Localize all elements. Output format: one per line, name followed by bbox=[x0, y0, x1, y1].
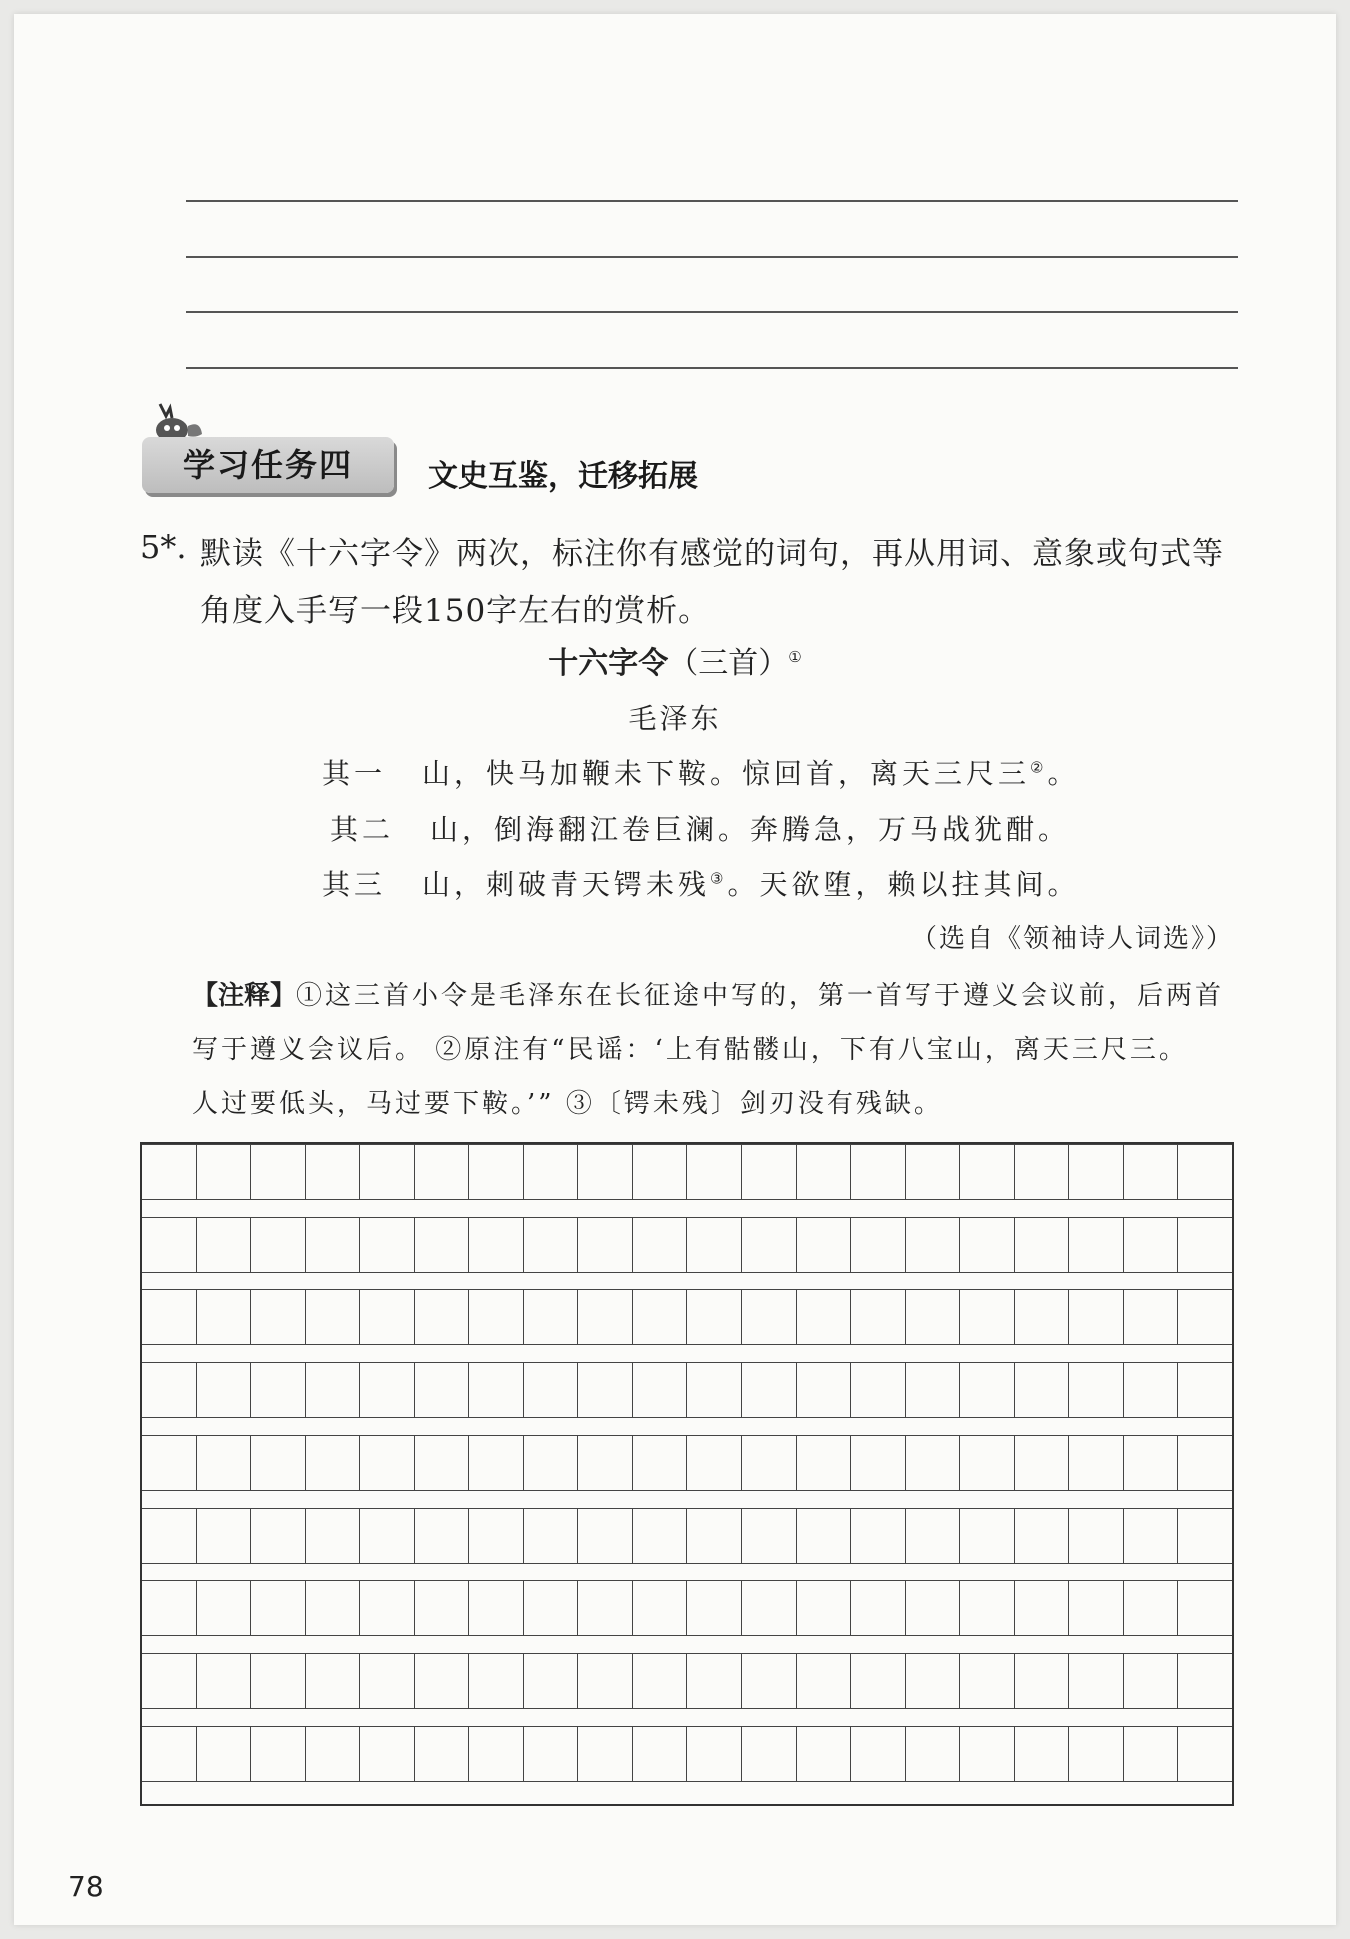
grid-cell[interactable] bbox=[197, 1363, 252, 1417]
grid-cell[interactable] bbox=[1015, 1218, 1070, 1272]
grid-cell[interactable] bbox=[251, 1436, 306, 1490]
grid-cell[interactable] bbox=[851, 1218, 906, 1272]
notes-line-2: 写于遵义会议后。 ②原注有“民谣：‘上有骷髅山，下有八宝山，离天三尺三。 bbox=[192, 1035, 1188, 1065]
notes-line-1 bbox=[192, 975, 1224, 1012]
grid-cell[interactable] bbox=[687, 1509, 742, 1563]
grid-cell[interactable] bbox=[797, 1363, 852, 1417]
grid-cell[interactable] bbox=[960, 1509, 1015, 1563]
grid-cell[interactable] bbox=[960, 1654, 1015, 1708]
grid-cell[interactable] bbox=[524, 1436, 579, 1490]
grid-cell[interactable] bbox=[415, 1436, 470, 1490]
grid-cell[interactable] bbox=[197, 1727, 252, 1781]
grid-cell[interactable] bbox=[633, 1145, 688, 1199]
grid-cell[interactable] bbox=[1015, 1654, 1070, 1708]
stanza-label: 其一 bbox=[322, 757, 387, 790]
grid-cell[interactable] bbox=[415, 1218, 470, 1272]
grid-cell[interactable] bbox=[469, 1727, 524, 1781]
grid-cell[interactable] bbox=[524, 1145, 579, 1199]
grid-cell[interactable] bbox=[633, 1363, 688, 1417]
grid-cell[interactable] bbox=[687, 1218, 742, 1272]
grid-cell[interactable] bbox=[578, 1363, 633, 1417]
grid-cell[interactable] bbox=[742, 1727, 797, 1781]
grid-cell[interactable] bbox=[633, 1581, 688, 1635]
grid-row bbox=[142, 1289, 1232, 1345]
grid-row bbox=[142, 1653, 1232, 1709]
grid-cell[interactable] bbox=[687, 1363, 742, 1417]
grid-cell[interactable] bbox=[1015, 1363, 1070, 1417]
grid-cell[interactable] bbox=[960, 1581, 1015, 1635]
grid-cell[interactable] bbox=[906, 1145, 961, 1199]
answer-line[interactable] bbox=[186, 256, 1238, 258]
grid-cell[interactable] bbox=[906, 1290, 961, 1344]
grid-cell[interactable] bbox=[469, 1363, 524, 1417]
grid-row bbox=[142, 1580, 1232, 1636]
poem-author: 毛泽东 bbox=[628, 702, 722, 735]
grid-cell[interactable] bbox=[469, 1509, 524, 1563]
grid-cell[interactable] bbox=[524, 1509, 579, 1563]
grid-cell[interactable] bbox=[306, 1727, 361, 1781]
grid-cell[interactable] bbox=[306, 1290, 361, 1344]
grid-cell[interactable] bbox=[1069, 1509, 1124, 1563]
stanza-text: 山，倒海翻江卷巨澜。奔腾急，万马战犹酣。 bbox=[430, 813, 1071, 846]
grid-cell[interactable] bbox=[742, 1145, 797, 1199]
grid-cell[interactable] bbox=[1124, 1290, 1179, 1344]
answer-line[interactable] bbox=[186, 311, 1238, 313]
grid-cell[interactable] bbox=[197, 1436, 252, 1490]
grid-cell[interactable] bbox=[415, 1654, 470, 1708]
grid-cell[interactable] bbox=[142, 1436, 197, 1490]
grid-cell[interactable] bbox=[687, 1727, 742, 1781]
grid-cell[interactable] bbox=[578, 1436, 633, 1490]
grid-cell[interactable] bbox=[633, 1218, 688, 1272]
grid-cell[interactable] bbox=[360, 1363, 415, 1417]
answer-line[interactable] bbox=[186, 200, 1238, 202]
grid-cell[interactable] bbox=[742, 1509, 797, 1563]
grid-cell[interactable] bbox=[633, 1509, 688, 1563]
grid-row bbox=[142, 1435, 1232, 1491]
grid-cell[interactable] bbox=[906, 1363, 961, 1417]
grid-cell[interactable] bbox=[360, 1218, 415, 1272]
footnote-marker: ③ bbox=[710, 869, 728, 888]
grid-cell[interactable] bbox=[633, 1436, 688, 1490]
grid-cell[interactable] bbox=[960, 1727, 1015, 1781]
grid-cell[interactable] bbox=[360, 1145, 415, 1199]
grid-cell[interactable] bbox=[906, 1509, 961, 1563]
grid-cell[interactable] bbox=[742, 1581, 797, 1635]
poem-title-main: 十六字令 bbox=[548, 646, 669, 681]
grid-cell[interactable] bbox=[524, 1290, 579, 1344]
grid-cell[interactable] bbox=[251, 1290, 306, 1344]
grid-cell[interactable] bbox=[306, 1363, 361, 1417]
stanza-label: 其二 bbox=[330, 813, 395, 846]
grid-cell[interactable] bbox=[742, 1363, 797, 1417]
grid-cell[interactable] bbox=[633, 1727, 688, 1781]
task-header-badge bbox=[142, 437, 394, 493]
grid-cell[interactable] bbox=[960, 1436, 1015, 1490]
footnote-marker: ① bbox=[788, 648, 802, 666]
grid-cell[interactable] bbox=[1015, 1581, 1070, 1635]
poem-title bbox=[0, 638, 1350, 682]
grid-cell[interactable] bbox=[197, 1581, 252, 1635]
question-number: 5*. bbox=[140, 528, 187, 566]
grid-cell[interactable] bbox=[1124, 1363, 1179, 1417]
grid-cell[interactable] bbox=[524, 1654, 579, 1708]
grid-cell[interactable] bbox=[1178, 1218, 1232, 1272]
grid-cell[interactable] bbox=[360, 1581, 415, 1635]
grid-cell[interactable] bbox=[142, 1581, 197, 1635]
grid-cell[interactable] bbox=[1124, 1145, 1179, 1199]
grid-cell[interactable] bbox=[251, 1581, 306, 1635]
grid-cell[interactable] bbox=[742, 1290, 797, 1344]
grid-cell[interactable] bbox=[1069, 1581, 1124, 1635]
grid-cell[interactable] bbox=[142, 1727, 197, 1781]
grid-cell[interactable] bbox=[742, 1218, 797, 1272]
grid-cell[interactable] bbox=[1124, 1581, 1179, 1635]
grid-cell[interactable] bbox=[469, 1436, 524, 1490]
grid-cell[interactable] bbox=[1178, 1509, 1232, 1563]
task-label: 学习任务四 bbox=[182, 446, 353, 484]
grid-cell[interactable] bbox=[797, 1727, 852, 1781]
grid-cell[interactable] bbox=[1015, 1290, 1070, 1344]
grid-cell[interactable] bbox=[687, 1290, 742, 1344]
grid-cell[interactable] bbox=[578, 1654, 633, 1708]
grid-cell[interactable] bbox=[142, 1218, 197, 1272]
poem-stanza bbox=[322, 752, 1079, 792]
grid-cell[interactable] bbox=[415, 1290, 470, 1344]
grid-row bbox=[142, 1217, 1232, 1273]
grid-cell[interactable] bbox=[251, 1363, 306, 1417]
grid-cell[interactable] bbox=[415, 1363, 470, 1417]
poem-stanza bbox=[322, 863, 1079, 903]
grid-cell[interactable] bbox=[578, 1509, 633, 1563]
grid-cell[interactable] bbox=[415, 1581, 470, 1635]
grid-cell[interactable] bbox=[469, 1581, 524, 1635]
grid-cell[interactable] bbox=[1124, 1654, 1179, 1708]
grid-cell[interactable] bbox=[960, 1218, 1015, 1272]
grid-cell[interactable] bbox=[197, 1145, 252, 1199]
grid-cell[interactable] bbox=[851, 1509, 906, 1563]
grid-row bbox=[142, 1508, 1232, 1564]
grid-cell[interactable] bbox=[142, 1654, 197, 1708]
notes-text: ①这三首小令是毛泽东在长征途中写的，第一首写于遵义会议前，后两首 bbox=[296, 981, 1225, 1011]
grid-cell[interactable] bbox=[142, 1145, 197, 1199]
stanza-tail: 。天欲堕，赖以拄其间。 bbox=[727, 868, 1080, 901]
grid-cell[interactable] bbox=[524, 1727, 579, 1781]
grid-cell[interactable] bbox=[687, 1654, 742, 1708]
grid-cell[interactable] bbox=[197, 1218, 252, 1272]
grid-row bbox=[142, 1144, 1232, 1200]
grid-cell[interactable] bbox=[1124, 1436, 1179, 1490]
grid-cell[interactable] bbox=[1178, 1654, 1232, 1708]
grid-cell[interactable] bbox=[1124, 1727, 1179, 1781]
grid-cell[interactable] bbox=[1178, 1363, 1232, 1417]
grid-cell[interactable] bbox=[742, 1436, 797, 1490]
grid-cell[interactable] bbox=[1015, 1509, 1070, 1563]
grid-cell[interactable] bbox=[1069, 1727, 1124, 1781]
grid-cell[interactable] bbox=[1069, 1436, 1124, 1490]
grid-cell[interactable] bbox=[578, 1727, 633, 1781]
grid-cell[interactable] bbox=[360, 1290, 415, 1344]
grid-cell[interactable] bbox=[306, 1509, 361, 1563]
grid-cell[interactable] bbox=[578, 1218, 633, 1272]
grid-cell[interactable] bbox=[1178, 1727, 1232, 1781]
grid-cell[interactable] bbox=[851, 1654, 906, 1708]
grid-cell[interactable] bbox=[797, 1581, 852, 1635]
grid-cell[interactable] bbox=[251, 1727, 306, 1781]
grid-cell[interactable] bbox=[797, 1654, 852, 1708]
grid-cell[interactable] bbox=[306, 1218, 361, 1272]
grid-cell[interactable] bbox=[1069, 1218, 1124, 1272]
grid-cell[interactable] bbox=[851, 1145, 906, 1199]
grid-cell[interactable] bbox=[851, 1727, 906, 1781]
grid-cell[interactable] bbox=[1069, 1290, 1124, 1344]
stanza-label: 其三 bbox=[322, 868, 387, 901]
grid-cell[interactable] bbox=[906, 1436, 961, 1490]
grid-cell[interactable] bbox=[251, 1145, 306, 1199]
grid-cell[interactable] bbox=[960, 1145, 1015, 1199]
grid-cell[interactable] bbox=[524, 1581, 579, 1635]
grid-cell[interactable] bbox=[197, 1509, 252, 1563]
grid-cell[interactable] bbox=[851, 1436, 906, 1490]
grid-cell[interactable] bbox=[906, 1218, 961, 1272]
grid-cell[interactable] bbox=[960, 1363, 1015, 1417]
task-title: 文史互鉴，迁移拓展 bbox=[428, 459, 698, 494]
grid-cell[interactable] bbox=[469, 1654, 524, 1708]
grid-cell[interactable] bbox=[306, 1654, 361, 1708]
grid-cell[interactable] bbox=[1178, 1581, 1232, 1635]
grid-cell[interactable] bbox=[851, 1290, 906, 1344]
question-text-line-2: 角度入手写一段150字左右的赏析。 bbox=[200, 593, 711, 629]
grid-cell[interactable] bbox=[251, 1654, 306, 1708]
grid-cell[interactable] bbox=[251, 1218, 306, 1272]
grid-cell[interactable] bbox=[1069, 1145, 1124, 1199]
grid-cell[interactable] bbox=[360, 1509, 415, 1563]
grid-cell[interactable] bbox=[1178, 1436, 1232, 1490]
grid-row bbox=[142, 1362, 1232, 1418]
grid-cell[interactable] bbox=[1178, 1290, 1232, 1344]
poem-source: （选自《领袖诗人词选》） bbox=[910, 924, 1234, 954]
grid-cell[interactable] bbox=[360, 1727, 415, 1781]
poem-stanza bbox=[330, 808, 1070, 848]
grid-cell[interactable] bbox=[142, 1509, 197, 1563]
grid-cell[interactable] bbox=[797, 1436, 852, 1490]
grid-cell[interactable] bbox=[415, 1145, 470, 1199]
grid-cell[interactable] bbox=[142, 1290, 197, 1344]
grid-cell[interactable] bbox=[797, 1509, 852, 1563]
grid-cell[interactable] bbox=[1178, 1145, 1232, 1199]
grid-cell[interactable] bbox=[1124, 1509, 1179, 1563]
grid-cell[interactable] bbox=[415, 1509, 470, 1563]
grid-cell[interactable] bbox=[687, 1436, 742, 1490]
grid-cell[interactable] bbox=[687, 1145, 742, 1199]
grid-cell[interactable] bbox=[906, 1727, 961, 1781]
grid-cell[interactable] bbox=[906, 1581, 961, 1635]
grid-cell[interactable] bbox=[578, 1290, 633, 1344]
grid-cell[interactable] bbox=[742, 1654, 797, 1708]
grid-cell[interactable] bbox=[306, 1581, 361, 1635]
writing-grid[interactable] bbox=[140, 1142, 1234, 1806]
notes-tag: 【注释】 bbox=[192, 981, 297, 1011]
grid-cell[interactable] bbox=[197, 1290, 252, 1344]
grid-cell[interactable] bbox=[1015, 1436, 1070, 1490]
grid-cell[interactable] bbox=[687, 1581, 742, 1635]
notes-line-3: 人过要低头，马过要下鞍。’” ③〔锷未残〕剑刃没有残缺。 bbox=[192, 1089, 943, 1119]
grid-cell[interactable] bbox=[851, 1363, 906, 1417]
grid-cell[interactable] bbox=[797, 1290, 852, 1344]
grid-cell[interactable] bbox=[360, 1436, 415, 1490]
stanza-text: 山，刺破青天锷未残 bbox=[422, 868, 711, 901]
grid-cell[interactable] bbox=[633, 1290, 688, 1344]
grid-cell[interactable] bbox=[1069, 1654, 1124, 1708]
grid-cell[interactable] bbox=[797, 1145, 852, 1199]
grid-cell[interactable] bbox=[960, 1290, 1015, 1344]
page-number: 78 bbox=[68, 1870, 104, 1903]
grid-cell[interactable] bbox=[306, 1145, 361, 1199]
grid-cell[interactable] bbox=[469, 1145, 524, 1199]
grid-cell[interactable] bbox=[360, 1654, 415, 1708]
grid-cell[interactable] bbox=[906, 1654, 961, 1708]
question-text-line-1: 默读《十六字令》两次，标注你有感觉的词句，再从用词、意象或句式等 bbox=[200, 536, 1224, 572]
grid-cell[interactable] bbox=[524, 1218, 579, 1272]
grid-cell[interactable] bbox=[469, 1290, 524, 1344]
poem-title-sub: （三首） bbox=[668, 646, 789, 681]
grid-cell[interactable] bbox=[578, 1581, 633, 1635]
stanza-text: 山，快马加鞭未下鞍。惊回首，离天三尺三 bbox=[422, 757, 1031, 790]
grid-cell[interactable] bbox=[415, 1727, 470, 1781]
grid-cell[interactable] bbox=[1069, 1363, 1124, 1417]
grid-cell[interactable] bbox=[197, 1654, 252, 1708]
grid-cell[interactable] bbox=[1124, 1218, 1179, 1272]
grid-cell[interactable] bbox=[851, 1581, 906, 1635]
grid-cell[interactable] bbox=[633, 1654, 688, 1708]
grid-cell[interactable] bbox=[524, 1363, 579, 1417]
stanza-tail: 。 bbox=[1047, 757, 1080, 790]
grid-cell[interactable] bbox=[469, 1218, 524, 1272]
grid-row bbox=[142, 1726, 1232, 1782]
grid-cell[interactable] bbox=[797, 1218, 852, 1272]
grid-cell[interactable] bbox=[578, 1145, 633, 1199]
grid-cell[interactable] bbox=[142, 1363, 197, 1417]
answer-line[interactable] bbox=[186, 367, 1238, 369]
grid-cell[interactable] bbox=[1015, 1727, 1070, 1781]
grid-cell[interactable] bbox=[306, 1436, 361, 1490]
footnote-marker: ② bbox=[1030, 758, 1048, 777]
grid-cell[interactable] bbox=[251, 1509, 306, 1563]
grid-cell[interactable] bbox=[1015, 1145, 1070, 1199]
